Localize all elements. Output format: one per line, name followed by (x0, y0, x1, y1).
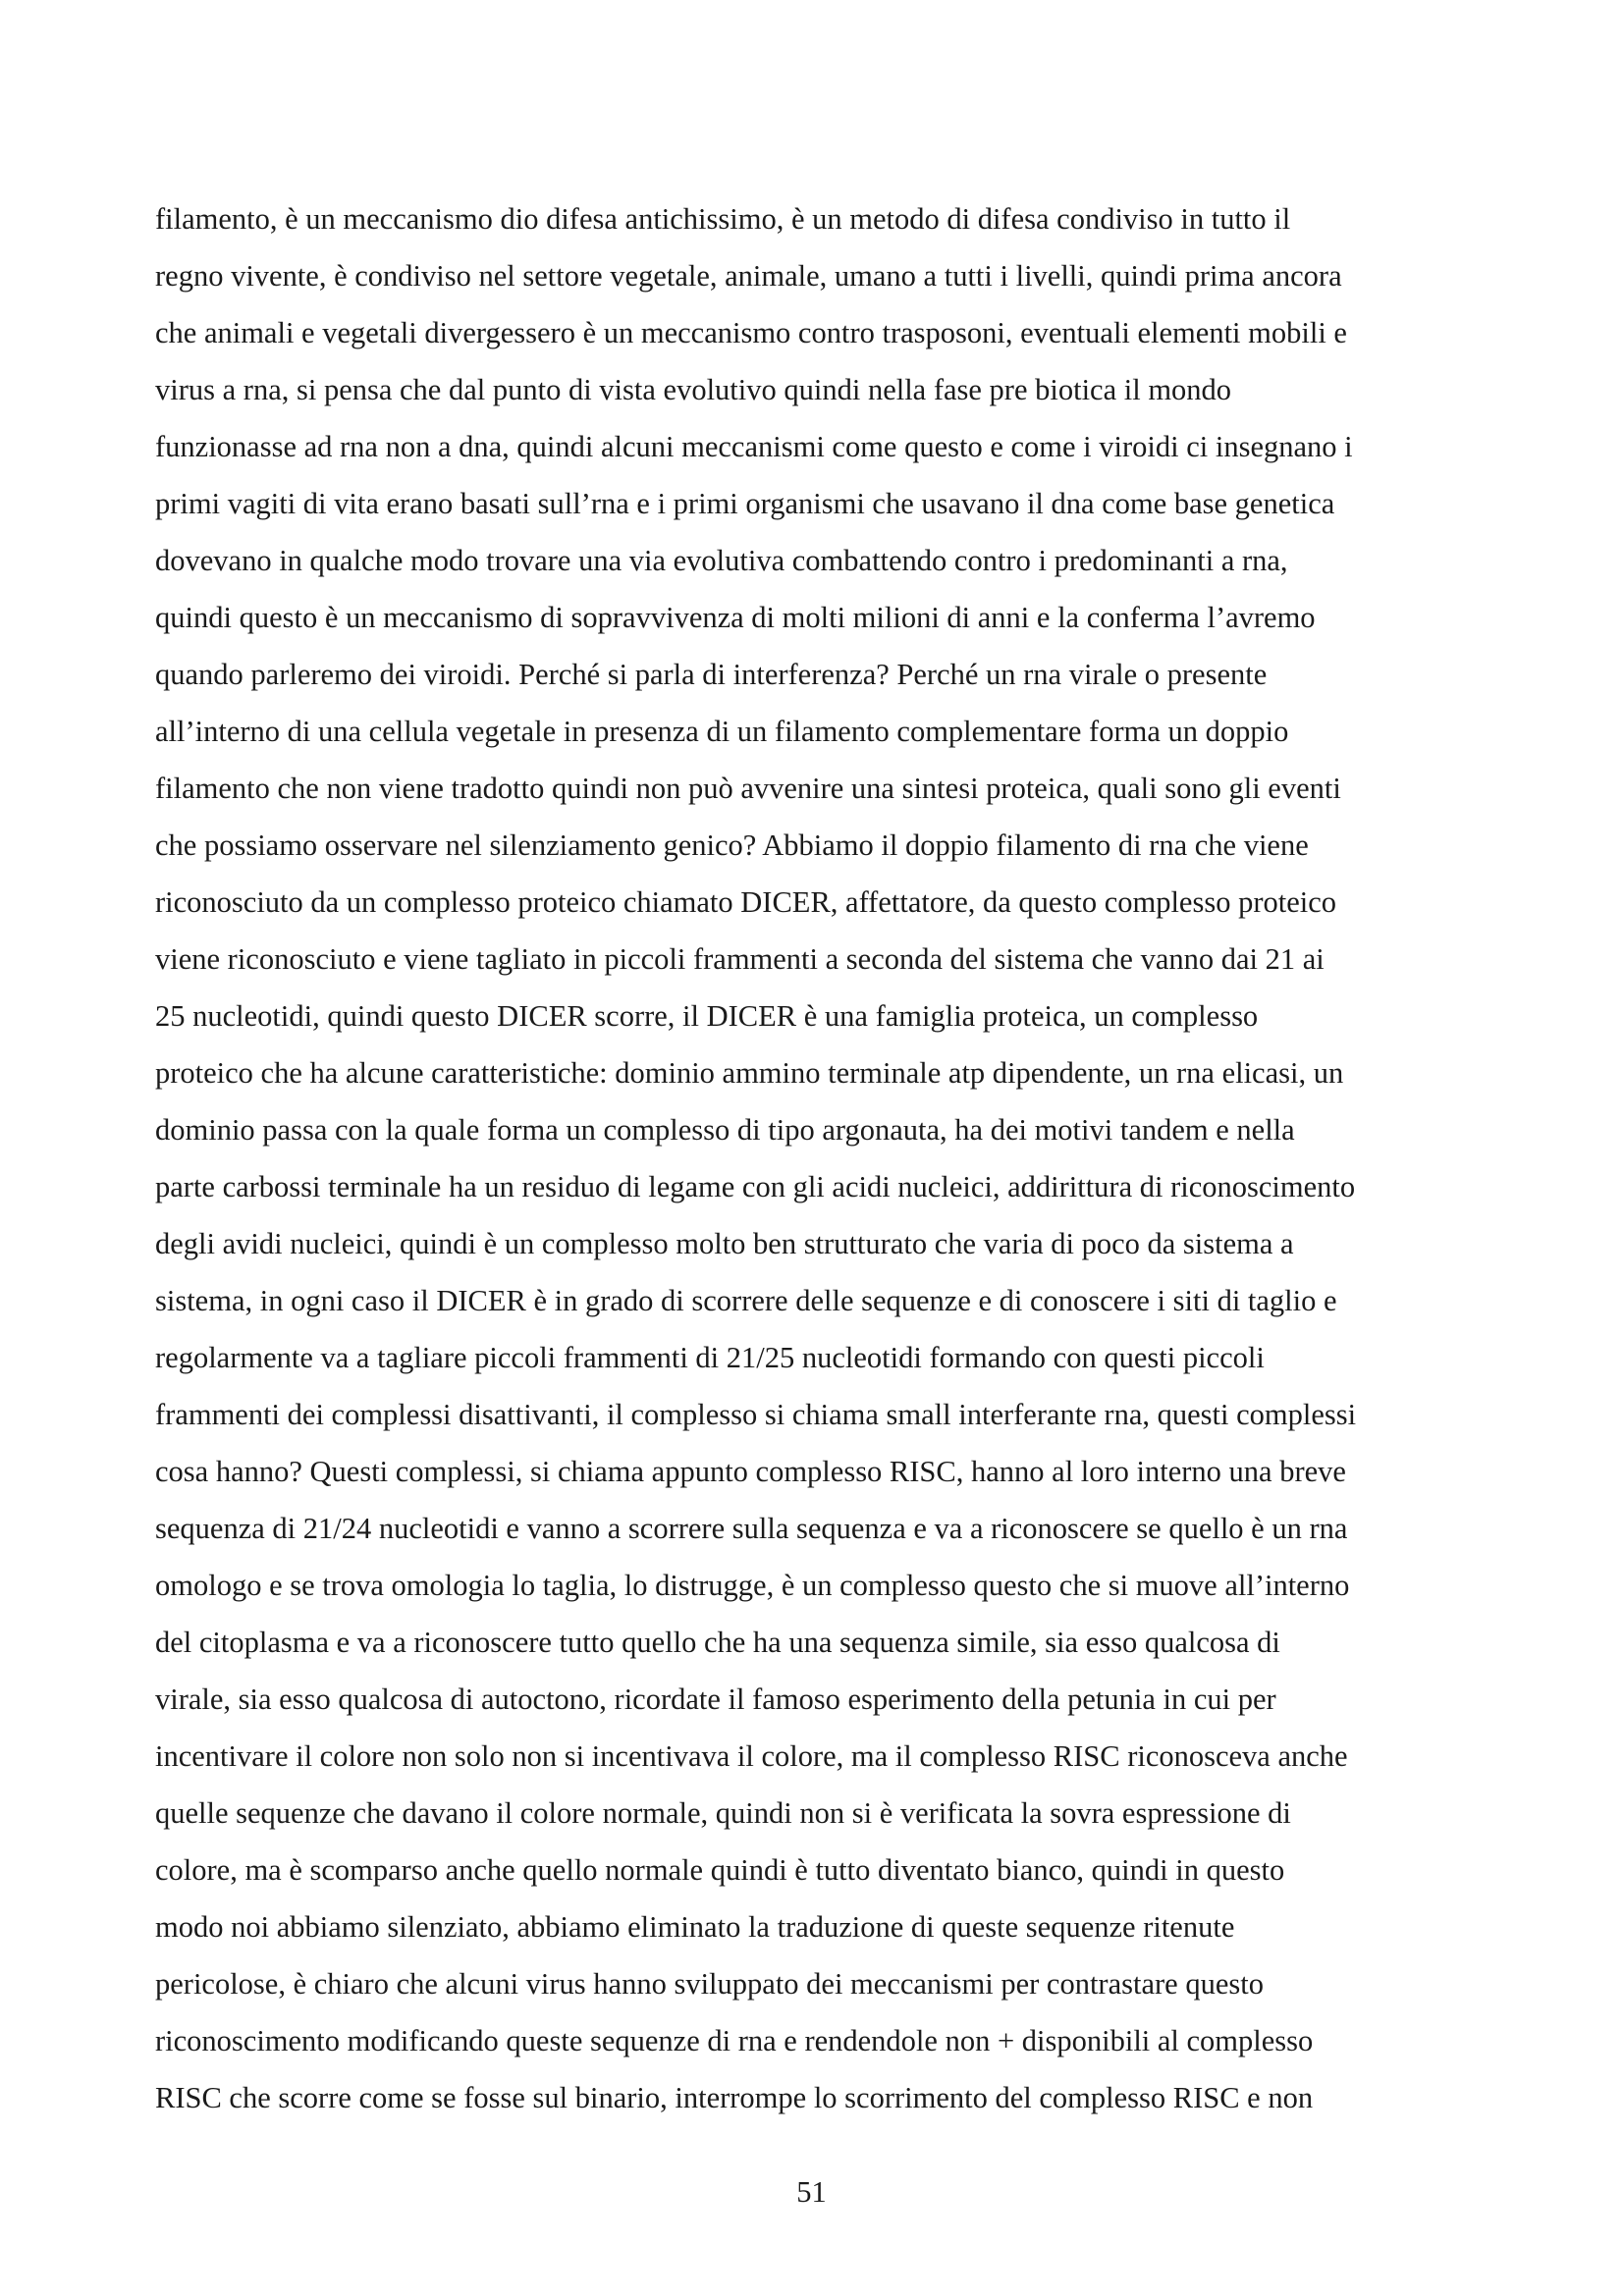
body-text (155, 190, 1490, 2126)
text-line: viene riconosciuto e viene tagliato in piccoli frammenti a seconda del sistema che vanno dai 21 ai (155, 942, 1325, 976)
text-line: regno vivente, è condiviso nel settore vegetale, animale, umano a tutti i livelli, quindi prima ancora (155, 259, 1342, 293)
text-line: colore, ma è scomparso anche quello normale quindi è tutto diventato bianco, quindi in questo (155, 1853, 1285, 1887)
text-line: riconoscimento modificando queste sequenze di rna e rendendole non + disponibili al complesso (155, 2024, 1314, 2057)
text-line: virus a rna, si pensa che dal punto di vista evolutivo quindi nella fase pre biotica il mondo (155, 373, 1232, 406)
text-line: quelle sequenze che davano il colore normale, quindi non si è verificata la sovra espressione di (155, 1796, 1291, 1830)
text-line: frammenti dei complessi disattivanti, il complesso si chiama small interferante rna, questi complessi (155, 1398, 1357, 1431)
text-line: proteico che ha alcune caratteristiche: dominio ammino terminale atp dipendente, un rna elicasi, un (155, 1056, 1344, 1090)
text-line: parte carbossi terminale ha un residuo di legame con gli acidi nucleici, addirittura di riconoscimento (155, 1170, 1356, 1203)
text-line: RISC che scorre come se fosse sul binario, interrompe lo scorrimento del complesso RISC e non (155, 2081, 1314, 2114)
text-line: dovevano in qualche modo trovare una via evolutiva combattendo contro i predominanti a rna, (155, 544, 1288, 577)
text-line: del citoplasma e va a riconoscere tutto quello che ha una sequenza simile, sia esso qualcosa di (155, 1626, 1280, 1659)
page-number: 51 (796, 2175, 827, 2209)
text-line: che possiamo osservare nel silenziamento genico? Abbiamo il doppio filamento di rna che viene (155, 828, 1309, 862)
text-line: funzionasse ad rna non a dna, quindi alcuni meccanismi come questo e come i viroidi ci insegnano i (155, 430, 1353, 463)
text-line: filamento che non viene tradotto quindi non può avvenire una sintesi proteica, quali sono gli eventi (155, 772, 1341, 805)
text-line: filamento, è un meccanismo dio difesa antichissimo, è un metodo di difesa condiviso in tutto il (155, 202, 1291, 236)
text-line: quando parleremo dei viroidi. Perché si parla di interferenza? Perché un rna virale o presente (155, 658, 1268, 691)
text-line: riconosciuto da un complesso proteico chiamato DICER, affettatore, da questo complesso proteico (155, 885, 1337, 919)
text-line: cosa hanno? Questi complessi, si chiama appunto complesso RISC, hanno al loro interno una breve (155, 1455, 1346, 1488)
text-line: 25 nucleotidi, quindi questo DICER scorre, il DICER è una famiglia proteica, un complesso (155, 999, 1259, 1033)
text-line: che animali e vegetali divergessero è un meccanismo contro trasposoni, eventuali elementi mobili e (155, 316, 1347, 349)
text-line: all’interno di una cellula vegetale in presenza di un filamento complementare forma un doppio (155, 715, 1289, 748)
text-line: regolarmente va a tagliare piccoli frammenti di 21/25 nucleotidi formando con questi piccoli (155, 1341, 1265, 1374)
text-line: omologo e se trova omologia lo taglia, lo distrugge, è un complesso questo che si muove all’interno (155, 1569, 1350, 1602)
text-line: pericolose, è chiaro che alcuni virus hanno sviluppato dei meccanismi per contrastare questo (155, 1967, 1264, 2001)
text-line: dominio passa con la quale forma un complesso di tipo argonauta, ha dei motivi tandem e nella (155, 1113, 1295, 1147)
text-line: quindi questo è un meccanismo di sopravvivenza di molti milioni di anni e la conferma l’avremo (155, 601, 1316, 634)
text-line: degli avidi nucleici, quindi è un complesso molto ben strutturato che varia di poco da sistema a (155, 1227, 1294, 1260)
text-line: sistema, in ogni caso il DICER è in grado di scorrere delle sequenze e di conoscere i siti di taglio e (155, 1284, 1337, 1317)
text-line: sequenza di 21/24 nucleotidi e vanno a scorrere sulla sequenza e va a riconoscere se quello è un rna (155, 1512, 1348, 1545)
text-line: modo noi abbiamo silenziato, abbiamo eliminato la traduzione di queste sequenze ritenute (155, 1910, 1235, 1944)
text-line: primi vagiti di vita erano basati sull’rna e i primi organismi che usavano il dna come base genetica (155, 487, 1335, 520)
text-line: incentivare il colore non solo non si incentivava il colore, ma il complesso RISC riconosceva anche (155, 1739, 1348, 1773)
text-line: virale, sia esso qualcosa di autoctono, ricordate il famoso esperimento della petunia in cui per (155, 1682, 1276, 1716)
